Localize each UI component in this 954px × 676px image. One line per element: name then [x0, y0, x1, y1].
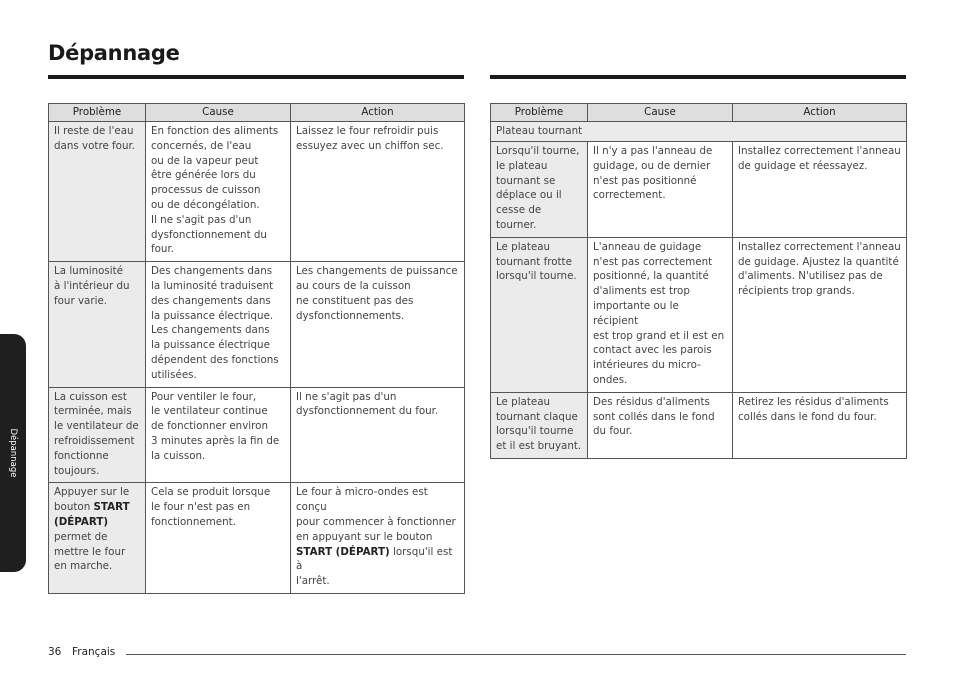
- page-number: 36: [48, 646, 62, 658]
- start-button-label: START (DÉPART): [54, 501, 130, 528]
- problem-cell: Le plateau tournant frotte lorsqu'il tourne.: [491, 237, 588, 392]
- action-cell: Installez correctement l'anneau de guidage et réessayez.: [733, 142, 907, 238]
- problem-cell: Il reste de l'eau dans votre four.: [49, 122, 146, 262]
- footer-language: Français: [72, 646, 116, 658]
- problem-cell: Lorsqu'il tourne, le plateau tournant se déplace ou il cesse de tourner.: [491, 142, 588, 238]
- problem-cell: La cuisson est terminée, mais le ventilateur de refroidissement fonctionne toujours.: [49, 387, 146, 483]
- cause-cell: Pour ventiler le four, le ventilateur continue de fonctionner environ 3 minutes après la fin de la cuisson.: [146, 387, 291, 483]
- cause-cell: En fonction des aliments concernés, de l'eau ou de la vapeur peut être générée lors du processus de cuisson ou de décongélation. Il ne s'agit pas d'un dysfonctionnement du four.: [146, 122, 291, 262]
- table-row: [49, 122, 465, 262]
- section-row: [491, 122, 907, 142]
- start-button-label: START (DÉPART): [296, 545, 390, 558]
- action-cell: Retirez les résidus d'aliments collés dans le fond du four.: [733, 392, 907, 458]
- table-row: [491, 237, 907, 392]
- problem-cell: La luminosité à l'intérieur du four varie.: [49, 262, 146, 387]
- cause-cell: Il n'y a pas l'anneau de guidage, ou de dernier n'est pas positionné correctement.: [588, 142, 733, 238]
- problem-text: permet de mettre le four en marche.: [54, 530, 126, 573]
- header-action: Action: [291, 104, 465, 122]
- table-row: [491, 392, 907, 458]
- side-chapter-label: Dépannage: [8, 428, 18, 478]
- side-chapter-tab: [0, 334, 26, 572]
- cause-cell: Des résidus d'aliments sont collés dans le fond du four.: [588, 392, 733, 458]
- title-rule-right: [490, 75, 906, 79]
- action-cell: Les changements de puissance au cours de la cuisson ne constituent pas des dysfonctionnements.: [291, 262, 465, 387]
- cause-cell: L'anneau de guidage n'est pas correctement positionné, la quantité d'aliments est trop importante ou le récipient est trop grand et il est en contact avec les parois intérieures du micro- ondes.: [588, 237, 733, 392]
- title-rule-left: [48, 75, 464, 79]
- troubleshooting-table-left: [48, 103, 465, 594]
- action-cell: Installez correctement l'anneau de guidage. Ajustez la quantité d'aliments. N'utilisez pas de récipients trop grands.: [733, 237, 907, 392]
- header-problem: Problème: [49, 104, 146, 122]
- header-problem: Problème: [491, 104, 588, 122]
- table-header-row: [491, 104, 907, 122]
- action-text: Le four à micro-ondes est conçu pour commencer à fonctionner en appuyant sur le bouton: [296, 486, 456, 543]
- troubleshooting-table-right: [490, 103, 907, 459]
- page-title: Dépannage: [48, 41, 180, 65]
- header-cause: Cause: [146, 104, 291, 122]
- action-cell: Laissez le four refroidir puis essuyez avec un chiffon sec.: [291, 122, 465, 262]
- header-cause: Cause: [588, 104, 733, 122]
- table-row: [49, 387, 465, 483]
- cause-cell: Cela se produit lorsque le four n'est pas en fonctionnement.: [146, 483, 291, 594]
- table-row: [49, 262, 465, 387]
- table-row: [491, 142, 907, 238]
- action-cell: Il ne s'agit pas d'un dysfonctionnement du four.: [291, 387, 465, 483]
- footer-rule: [126, 654, 906, 655]
- header-action: Action: [733, 104, 907, 122]
- problem-cell: Le plateau tournant claque lorsqu'il tourne et il est bruyant.: [491, 392, 588, 458]
- table-header-row: [49, 104, 465, 122]
- section-title: Plateau tournant: [491, 122, 907, 142]
- problem-cell: [49, 483, 146, 594]
- cause-cell: Des changements dans la luminosité traduisent des changements dans la puissance électrique. Les changements dans la puissance électrique dépendent des fonctions utilisées.: [146, 262, 291, 387]
- problem-text: Appuyer sur le bouton: [54, 486, 130, 514]
- action-text: lorsqu'il est à l'arrêt.: [296, 545, 453, 588]
- action-cell: [291, 483, 465, 594]
- table-row: [49, 483, 465, 594]
